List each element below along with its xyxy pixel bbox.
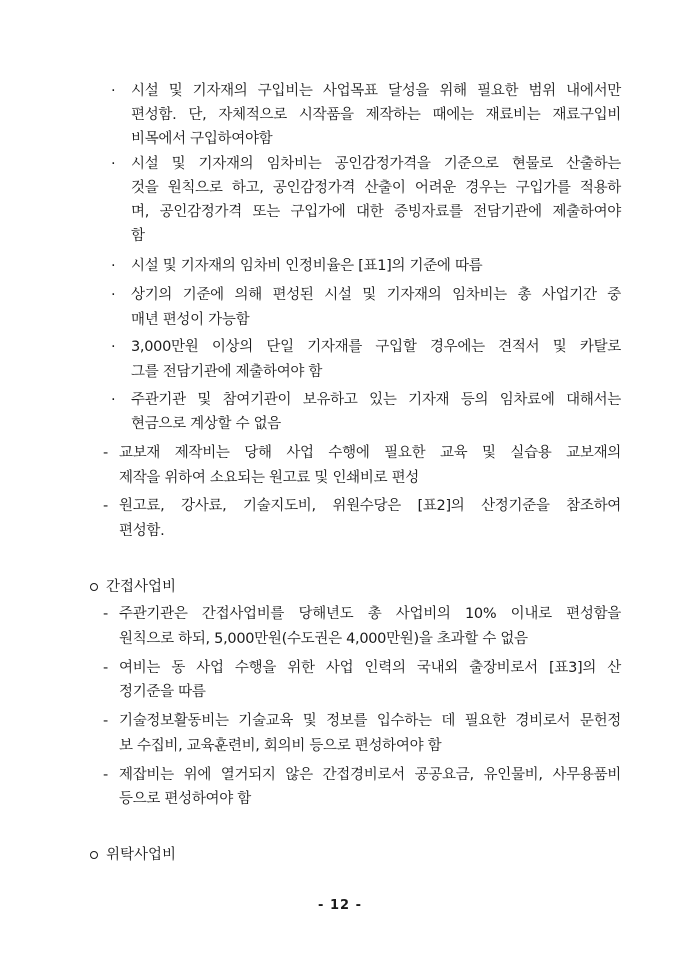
section-circle-icon [90, 583, 98, 591]
bullet-line: 시설 및 기자재의 임차비 인정비율은 [표1]의 기준에 따름 [131, 258, 483, 274]
dash-line: 원고료, 강사료, 기술지도비, 위원수당은 [표2]의 산정기준을 참조하여 [119, 498, 621, 514]
bullet-marker: · [111, 156, 116, 172]
bullet-marker: · [111, 83, 116, 99]
bullet-line: 현금으로 계상할 수 없음 [131, 416, 281, 432]
section-title-indirect: 간접사업비 [106, 579, 177, 595]
bullet-line: 3,000만원 이상의 단일 기자재를 구입할 경우에는 견적서 및 카탈로 [131, 339, 621, 355]
bullet-line: 매년 편성이 가능함 [131, 312, 250, 328]
dash-marker: - [103, 606, 109, 622]
section-title-consign: 위탁사업비 [106, 847, 177, 863]
bullet-line: 상기의 기준에 의해 편성된 시설 및 기자재의 임차비는 총 사업기간 중 [131, 287, 621, 303]
dash-line: 편성함. [119, 523, 165, 539]
dash-line: 기술정보활동비는 기술교육 및 정보를 입수하는 데 필요한 경비로서 문헌정 [119, 713, 621, 729]
dash-line: 보 수집비, 교육훈련비, 회의비 등으로 편성하여야 함 [119, 738, 442, 754]
section-circle-icon [90, 851, 98, 859]
bullet-line: 그를 전담기관에 제출하여야 함 [131, 364, 323, 380]
dash-line: 여비는 동 사업 수행을 위한 사업 인력의 국내외 출장비로서 [표3]의 산 [119, 660, 621, 676]
dash-marker: - [103, 498, 109, 514]
bullet-line: 함 [131, 228, 145, 244]
bullet-line: 비목에서 구입하여야함 [131, 131, 273, 147]
bullet-line: 것을 원칙으로 하고, 공인감정가격 산출이 어려운 경우는 구입가를 적용하 [131, 180, 621, 196]
bullet-marker: · [111, 258, 116, 274]
dash-marker: - [103, 660, 109, 676]
dash-marker: - [103, 713, 109, 729]
bullet-line: 시설 및 기자재의 구입비는 사업목표 달성을 위해 필요한 범위 내에서만 [131, 83, 621, 99]
bullet-line: 시설 및 기자재의 임차비는 공인감정가격을 기준으로 현물로 산출하는 [131, 156, 621, 172]
dash-line: 등으로 편성하여야 함 [119, 791, 251, 807]
dash-line: 원칙으로 하되, 5,000만원(수도권은 4,000만원)을 초과할 수 없음 [119, 631, 528, 647]
bullet-line: 편성함. 단, 자체적으로 시작품을 제작하는 때에는 재료비는 재료구입비 [131, 107, 621, 123]
bullet-line: 며, 공인감정가격 또는 구입가에 대한 증빙자료를 전담기관에 제출하여야 [131, 204, 621, 220]
dash-line: 제작을 위하여 소요되는 원고료 및 인쇄비로 편성 [119, 470, 419, 486]
bullet-line: 주관기관 및 참여기관이 보유하고 있는 기자재 등의 임차료에 대해서는 [131, 392, 621, 408]
dash-line: 제잡비는 위에 열거되지 않은 간접경비로서 공공요금, 유인물비, 사무용품비 [119, 767, 621, 783]
bullet-marker: · [111, 339, 116, 355]
dash-line: 정기준을 따름 [119, 684, 206, 700]
dash-line: 교보재 제작비는 당해 사업 수행에 필요한 교육 및 실습용 교보재의 [119, 445, 621, 461]
dash-marker: - [103, 445, 109, 461]
bullet-marker: · [111, 287, 116, 303]
dash-line: 주관기관은 간접사업비를 당해년도 총 사업비의 10% 이내로 편성함을 [119, 606, 621, 622]
bullet-marker: · [111, 392, 116, 408]
page-number: - 12 - [318, 898, 362, 913]
dash-marker: - [103, 767, 109, 783]
